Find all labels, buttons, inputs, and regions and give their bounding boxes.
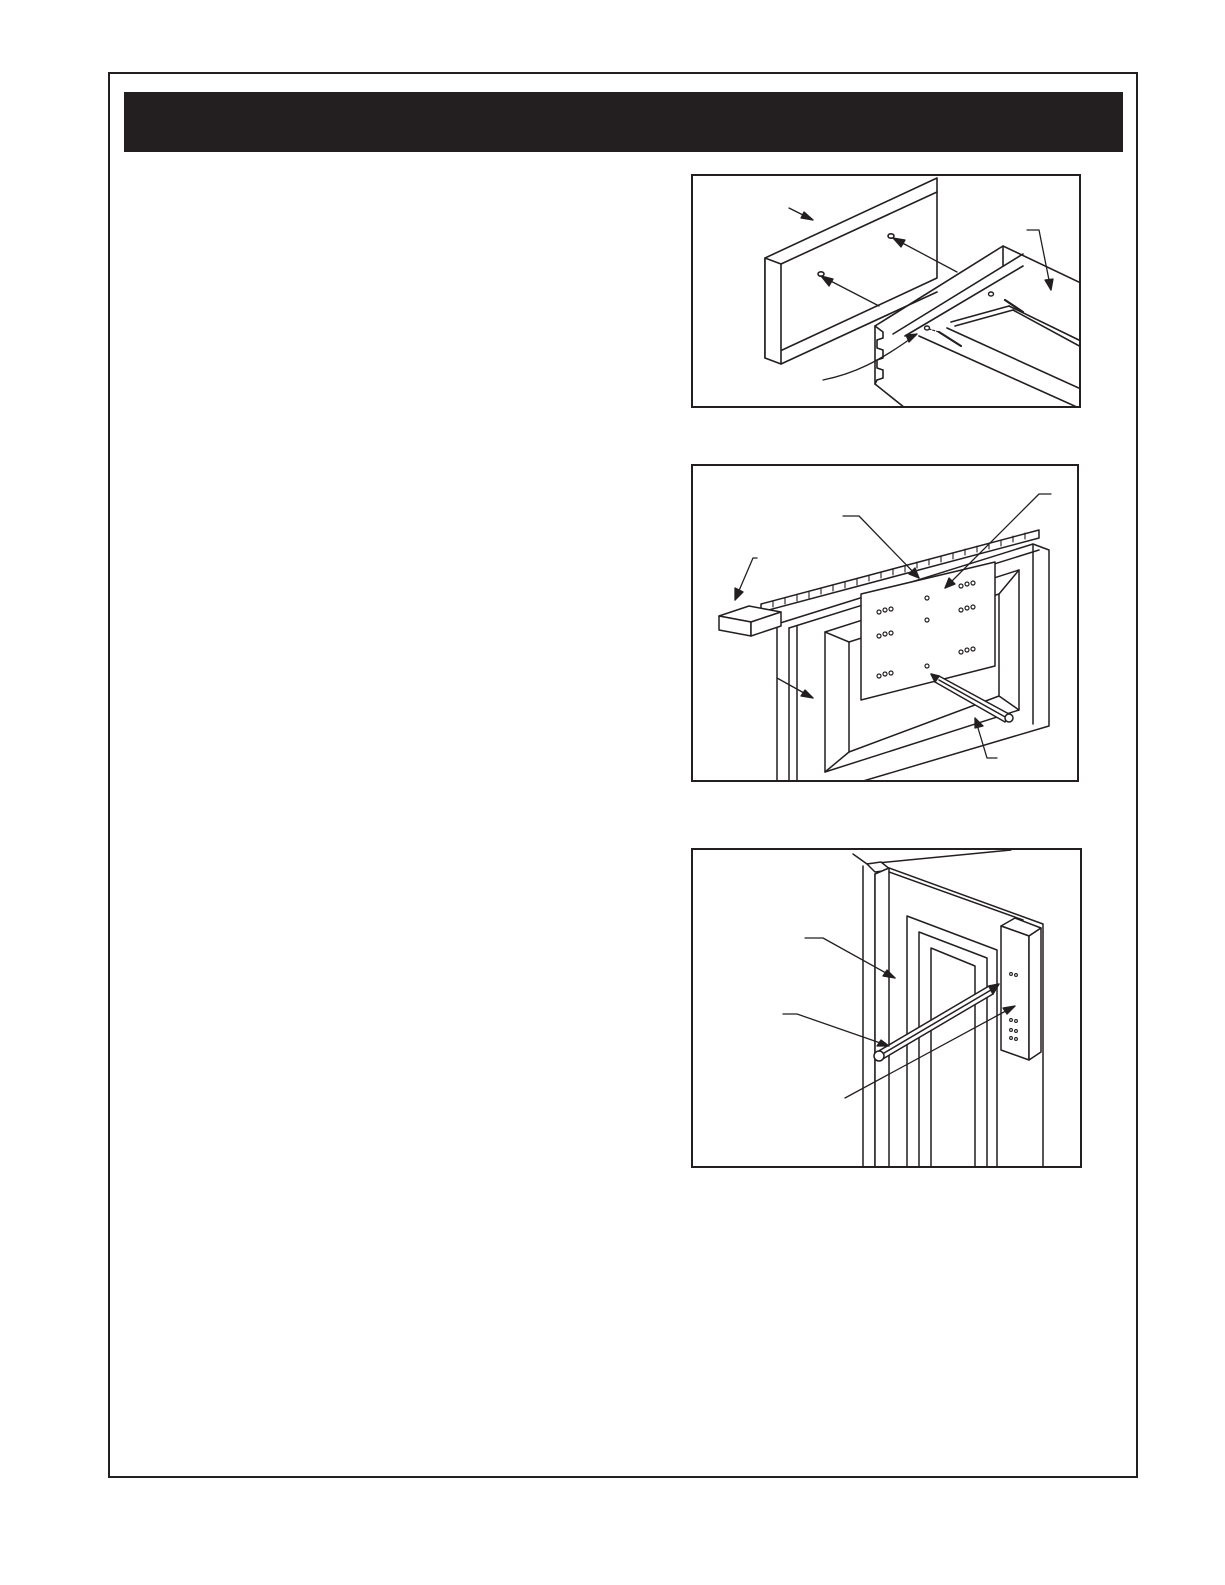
hinge-mounting-plate bbox=[1001, 918, 1041, 1060]
text-column bbox=[124, 174, 664, 1174]
screws bbox=[925, 292, 1024, 346]
drawer-front-illustration bbox=[691, 174, 1081, 408]
door-marking-illustration bbox=[691, 848, 1082, 1168]
drill-template-illustration bbox=[691, 464, 1079, 782]
stop-block bbox=[719, 606, 781, 636]
header-bar bbox=[124, 92, 1123, 152]
